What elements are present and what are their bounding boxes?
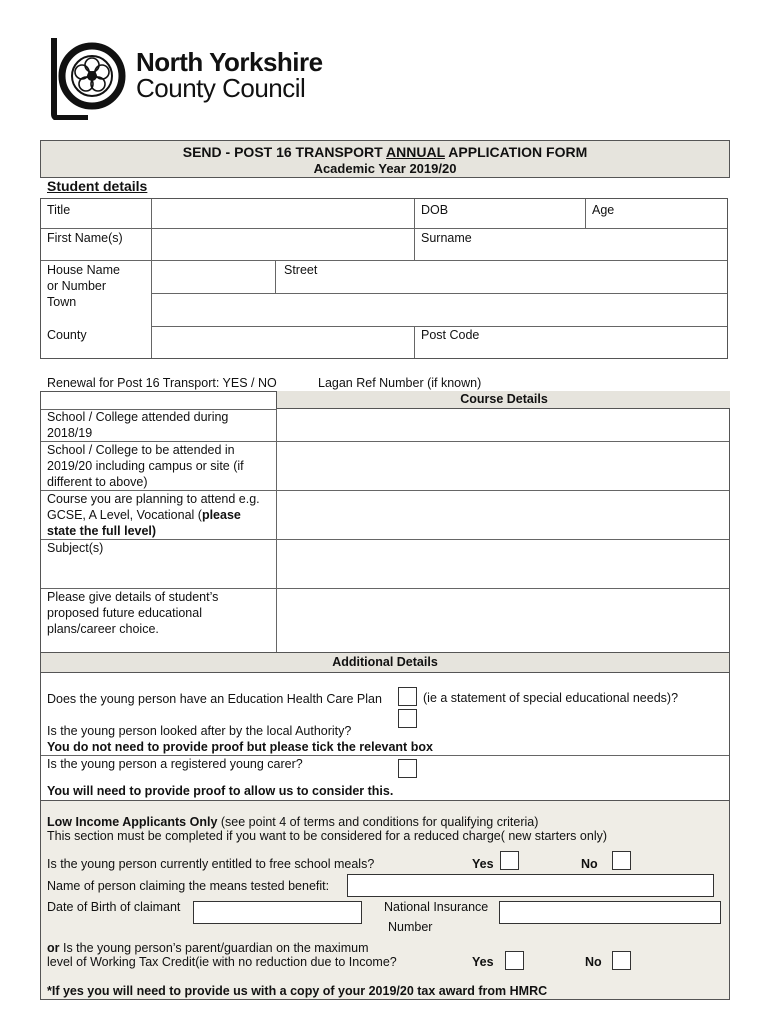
- future-label-3: plans/career choice.: [47, 622, 159, 636]
- wtc-no-checkbox[interactable]: [612, 951, 631, 970]
- course-details-header: Course Details: [276, 391, 730, 409]
- lagan-ref-label: Lagan Ref Number (if known): [318, 376, 482, 390]
- student-details-table: [40, 198, 728, 359]
- title-field[interactable]: [152, 199, 414, 228]
- logo: [48, 34, 358, 124]
- house-field[interactable]: [152, 261, 275, 293]
- form-title: SEND - POST 16 TRANSPORT ANNUAL APPLICATION FORM: [182, 144, 588, 160]
- attended-field[interactable]: [277, 410, 729, 441]
- claimant-label: Name of person claiming the means tested benefit:: [47, 879, 330, 893]
- title-label: Title: [47, 203, 71, 217]
- wtc-yes-checkbox[interactable]: [505, 951, 524, 970]
- rose-emblem-icon: [48, 34, 130, 120]
- fsm-question: Is the young person currently entitled to free school meals?: [47, 857, 375, 871]
- proof-note: You do not need to provide proof but please tick the relevant box: [47, 740, 433, 754]
- first-name-label: First Name(s): [47, 231, 123, 245]
- fsm-no-label: No: [581, 857, 598, 871]
- county-field[interactable]: [152, 327, 414, 358]
- future-label-1: Please give details of student’s: [47, 590, 219, 604]
- ehcp-question: Does the young person have an Education Health Care Plan: [47, 692, 382, 706]
- looked-after-checkbox[interactable]: [398, 709, 417, 728]
- wtc-yes-label: Yes: [472, 955, 494, 969]
- tobe-label-2: 2019/20 including campus or site (if: [47, 459, 244, 473]
- town-field[interactable]: [152, 294, 727, 326]
- course-details-table: [40, 391, 730, 653]
- fsm-yes-checkbox[interactable]: [500, 851, 519, 870]
- plan-label-1: Course you are planning to attend e.g.: [47, 492, 260, 506]
- house-label-1: House Name: [47, 263, 120, 277]
- subjects-field[interactable]: [277, 540, 729, 588]
- attended-label-2: 2018/19: [47, 426, 93, 440]
- surname-label: Surname: [421, 231, 472, 245]
- wtc-question-2: level of Working Tax Credit(ie with no reduction due to Income?: [47, 955, 397, 969]
- carer-proof-note: You will need to provide proof to allow us to consider this.: [47, 784, 394, 798]
- ni-label-2: Number: [388, 920, 433, 934]
- low-income-heading: Low Income Applicants Only (see point 4 of terms and conditions for qualifying criteria): [47, 815, 539, 829]
- wtc-question-1: or Is the young person’s parent/guardian on the maximum: [47, 941, 369, 955]
- dob-claimant-input[interactable]: [193, 901, 362, 924]
- wtc-no-label: No: [585, 955, 602, 969]
- house-label-2: or Number: [47, 279, 107, 293]
- carer-question: Is the young person a registered young carer?: [47, 757, 303, 771]
- form-subtitle: Academic Year 2019/20: [313, 161, 457, 176]
- plan-label-3: state the full level): [47, 524, 157, 538]
- postcode-label: Post Code: [421, 328, 480, 342]
- future-label-2: proposed future educational: [47, 606, 202, 620]
- ehcp-note: (ie a statement of special educational needs)?: [423, 691, 679, 705]
- student-details-heading: Student details: [47, 178, 148, 194]
- tobe-label-1: School / College to be attended in: [47, 443, 235, 457]
- street-label: Street: [284, 263, 318, 277]
- looked-after-question: Is the young person looked after by the local Authority?: [47, 724, 352, 738]
- ehcp-checkbox[interactable]: [398, 687, 417, 706]
- tobe-field[interactable]: [277, 442, 729, 490]
- ni-label-1: National Insurance: [384, 900, 489, 914]
- age-label: Age: [592, 203, 615, 217]
- renewal-label[interactable]: Renewal for Post 16 Transport: YES / NO: [47, 376, 277, 390]
- attended-label-1: School / College attended during: [47, 410, 229, 424]
- low-income-section: [40, 800, 730, 1000]
- logo-line-1: North Yorkshire: [136, 47, 323, 77]
- logo-line-2: County Council: [136, 73, 306, 103]
- claimant-name-input[interactable]: [347, 874, 714, 897]
- fsm-yes-label: Yes: [472, 857, 494, 871]
- additional-details-section: [40, 672, 730, 801]
- carer-checkbox[interactable]: [398, 759, 417, 778]
- tobe-label-3: different to above): [47, 475, 148, 489]
- additional-details-header: Additional Details: [40, 652, 730, 673]
- dob-claimant-label: Date of Birth of claimant: [47, 900, 181, 914]
- ni-number-input[interactable]: [499, 901, 721, 924]
- first-name-field[interactable]: [152, 229, 414, 260]
- plan-field[interactable]: [277, 491, 729, 539]
- fsm-no-checkbox[interactable]: [612, 851, 631, 870]
- town-label: Town: [47, 295, 77, 309]
- low-income-note: This section must be completed if you want to be considered for a reduced charge( new starters only): [47, 829, 608, 843]
- form-title-block: [40, 140, 730, 178]
- tax-award-note: *If yes you will need to provide us with a copy of your 2019/20 tax award from HMRC: [47, 984, 548, 998]
- future-field[interactable]: [277, 589, 729, 653]
- plan-label-2: GCSE, A Level, Vocational (please: [47, 508, 241, 522]
- dob-label: DOB: [421, 203, 449, 217]
- subjects-label: Subject(s): [47, 541, 104, 555]
- county-label: County: [47, 328, 87, 342]
